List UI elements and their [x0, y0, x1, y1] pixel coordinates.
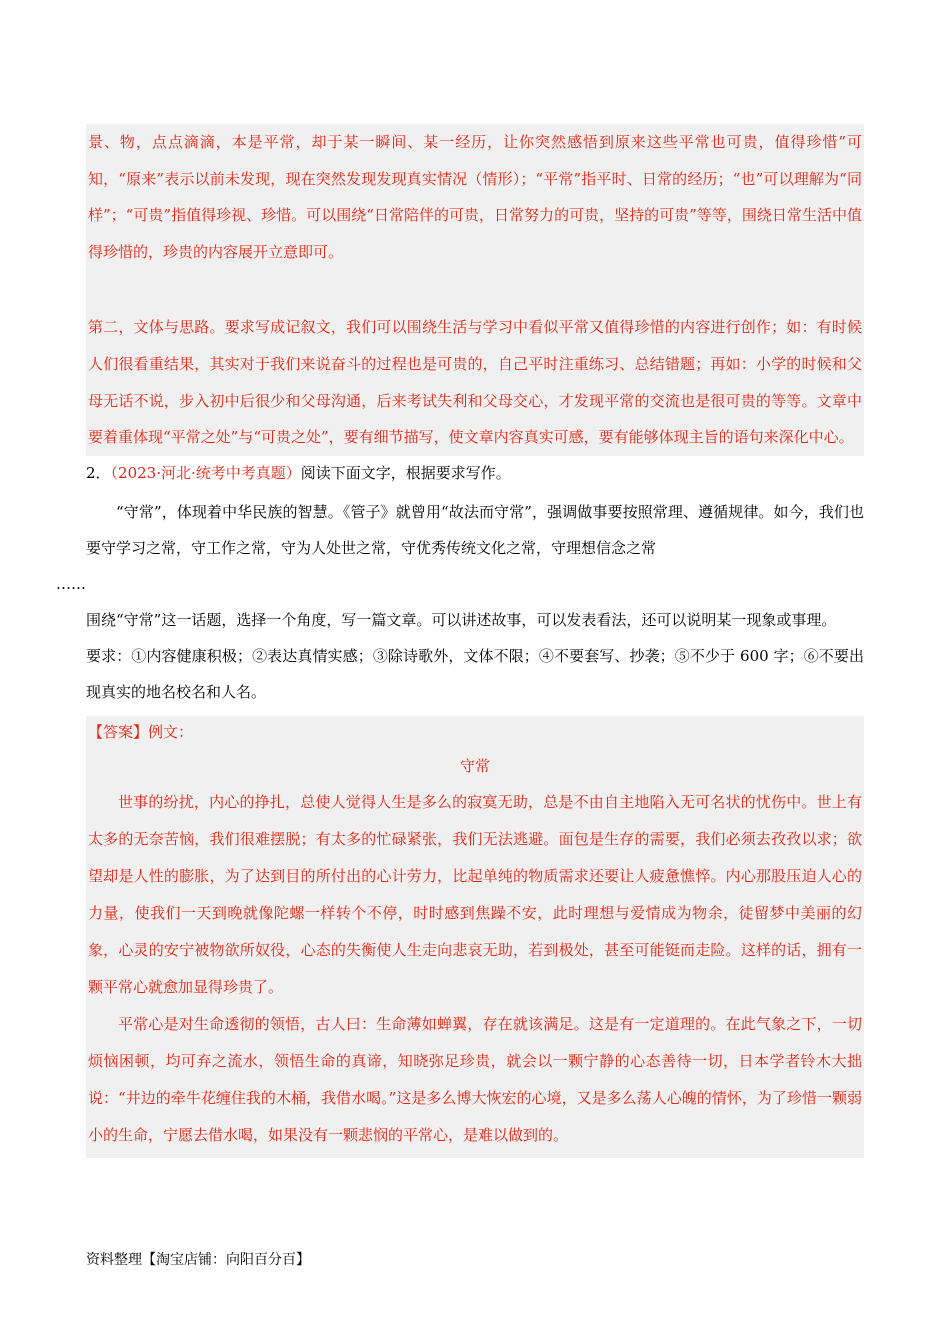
page-footer: 资料整理【淘宝店铺：向阳百分百】 [86, 1252, 310, 1268]
analysis-paragraph-1: 景、物，点点滴滴，本是平常，却于某一瞬间、某一经历，让你突然感悟到原来这些平常也可贵，值得珍惜”可知，“原来”表示以前未发现，现在突然发现发现真实情况（情形）；“平常”指平时、日常的经历；“也”可以理解为“同样”；“可贵”指值得珍视、珍惜。可以围绕“日常陪伴的可贵，日常努力的可贵，坚持的可贵”等等，围绕日常生活中值得珍惜的，珍贵的内容展开立意即可。 [88, 133, 862, 261]
answer-box [86, 716, 864, 1158]
question-number: 2． [86, 463, 111, 482]
analysis-paragraph-2: 第二，文体与思路。要求写成记叙文，我们可以围绕生活与学习中看似平常又值得珍惜的内容进行创作；如：有时候人们很看重结果，其实对于我们来说奋斗的过程也是可贵的，自己平时注重练习、总结错题；再如：小学的时候和父母无话不说，步入初中后很少和父母沟通，后来考试失利和父母交心，才发现平常的交流也是很可贵的等等。文章中要着重体现“平常之处”与“可贵之处”，要有细节描写，使文章内容真实可感，要有能够体现主旨的语句来深化中心。 [88, 318, 862, 447]
passage-text: “守常”，体现着中华民族的智慧。《管子》就曾用“故法而守常”，强调做事要按照常理、遵循规律。如今，我们也要守学习之常，守工作之常，守为人处世之常，守优秀传统文化之常，守理想信念之常 [86, 502, 864, 557]
analysis-box [86, 124, 864, 456]
question-requirements: 要求：①内容健康积极；②表达真情实感；③除诗歌外，文体不限；④不要套写、抄袭；⑤不少于 600 字；⑥不要出现真实的地名校名和人名。 [86, 646, 864, 701]
question-prompt: 阅读下面文字，根据要求写作。 [300, 463, 511, 482]
essay-paragraph-2: 平常心是对生命透彻的领悟，古人曰：生命薄如蝉翼，存在就该满足。这是有一定道理的。在此气象之下，一切烦恼困顿，均可弃之流水，领悟生命的真谛，知晓弥足珍贵，就会以一颗宁静的心态善待一切，日本学者铃木大拙说：“井边的牵牛花缠住我的木桶，我借水喝。”这是多么博大恢宏的心境，又是多么荡人心魄的情怀，为了珍惜一颗弱小的生命，宁愿去借水喝，如果没有一颗悲悯的平常心，是难以做到的。 [88, 1014, 862, 1144]
answer-label-line [88, 716, 862, 748]
question-header [86, 456, 864, 490]
answer-label-suffix: 例文： [148, 722, 194, 741]
essay-title: 守常 [459, 756, 490, 775]
analysis-gap [86, 270, 864, 309]
essay-paragraph-1: 世事的纷扰，内心的挣扎，总使人觉得人生是多么的寂寞无助，总是不由自主地陷入无可名状的忧伤中。世上有太多的无奈苦恼，我们很难摆脱；有太多的忙碌紧张，我们无法逃避。面包是生存的需要，我们必须去孜孜以求；欲望却是人性的膨胀，为了达到目的所付出的心计劳力，比起单纯的物质需求还要让人疲惫憔悴。内心那股压迫人心的力量，使我们一天到晚就像陀螺一样转个不停，时时感到焦躁不安，此时理想与爱情成为物余，徒留梦中美丽的幻象，心灵的安宁被物欲所奴役，心态的失衡使人生走向悲哀无助，若到极处，甚至可能铤而走险。这样的话，拥有一颗平常心就愈加显得珍贵了。 [88, 792, 862, 996]
answer-label: 【答案】 [88, 722, 149, 741]
question-passage [56, 494, 864, 602]
question-instruction: 围绕“守常”这一话题，选择一个角度，写一篇文章。可以讲述故事，可以发表看法，还可以说明某一现象或事理。 [86, 610, 837, 629]
document-page [56, 124, 864, 1158]
question-source: （2023·河北·统考中考真题） [110, 463, 301, 482]
passage-ellipsis: …… [56, 574, 86, 593]
